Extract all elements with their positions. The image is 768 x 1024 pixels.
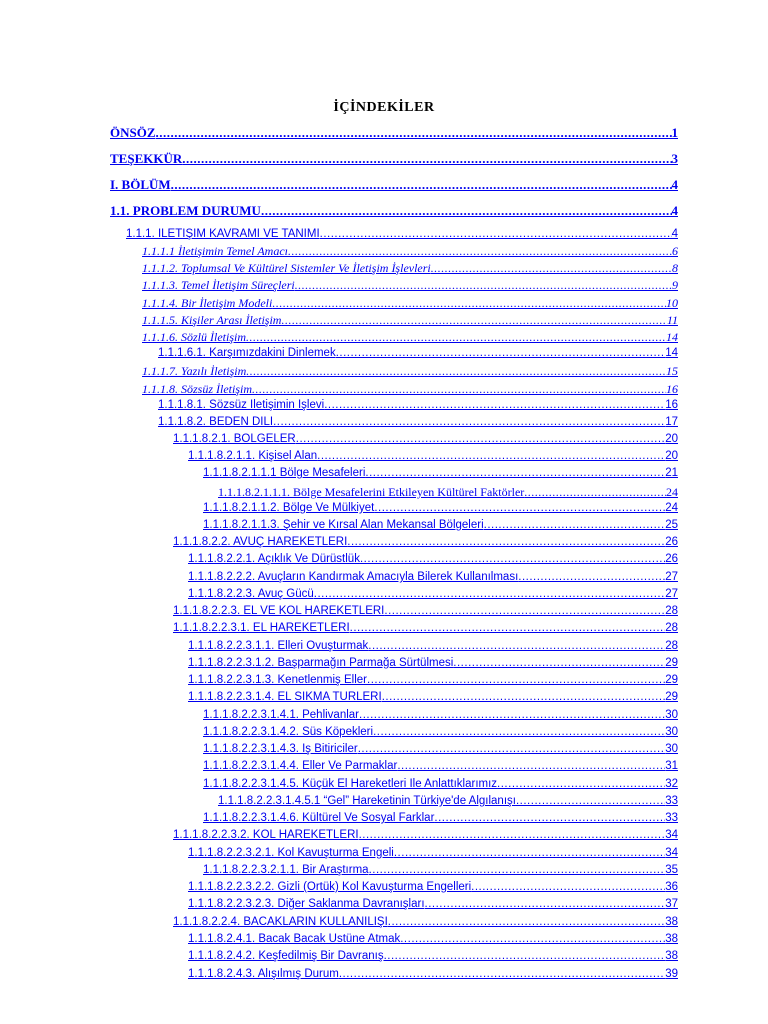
toc-entry-text: 1.1.1.8.2. BEDEN DİLİ	[158, 416, 274, 428]
toc-entry-link[interactable]	[173, 433, 678, 445]
toc-entry-text: 1.1.1.8.2.2.3.1.4.3. İş Bitiriciler	[203, 743, 358, 755]
toc-entry-text: TEŞEKKÜR	[110, 151, 183, 166]
toc-entry-text: 1.1.1.8.2.2.4. BACAKLARIN KULLANILIŞI	[173, 916, 388, 928]
toc-page-number: 37	[665, 898, 678, 910]
dot-leader	[369, 864, 666, 876]
toc-entry-link[interactable]	[173, 622, 678, 634]
dot-leader	[347, 536, 665, 548]
toc-entry-link[interactable]	[203, 502, 678, 514]
dot-leader	[471, 881, 665, 893]
toc-entry-link[interactable]	[188, 657, 678, 669]
toc-entry-text: I. BÖLÜM	[110, 177, 171, 192]
toc-entry-link[interactable]	[110, 125, 678, 141]
toc-entry-link[interactable]	[188, 450, 678, 462]
toc-entry-text: 1.1.1.8.2.2. AVUÇ HAREKETLERİ	[173, 536, 348, 548]
toc-page-number: 8	[672, 261, 678, 275]
toc-page-number: 24	[665, 502, 678, 514]
toc-page-number: 34	[665, 829, 678, 841]
toc-entry-link[interactable]	[188, 933, 678, 945]
toc-entry-text: 1.1.1.8.2.2.3.1.4.5. Küçük El Hareketleri İle Anlattıklarımız	[203, 778, 498, 790]
toc-page-number: 4	[671, 177, 678, 192]
toc-entry-text: 1.1.1.8.2.4.2. Keşfedilmiş Bir Davranış	[188, 950, 384, 962]
dot-leader	[281, 313, 666, 328]
toc-page-number: 14	[665, 347, 678, 359]
toc-page-number: 30	[665, 743, 678, 755]
toc-entry-link[interactable]	[173, 829, 678, 841]
toc-entry-text: 1.1.1.8.2.2.3.1.4.5.1 “Gel” Hareketinin Türkiye'de Algılanışı	[218, 795, 516, 807]
dot-leader	[339, 968, 665, 980]
dot-leader	[359, 709, 665, 721]
dot-leader	[272, 296, 666, 311]
toc-entry-text: 1.1.1.8.2.2.3.2.1. Kol Kavuşturma Engeli	[188, 847, 394, 859]
toc-page-number: 28	[665, 640, 678, 652]
dot-leader	[295, 278, 672, 293]
toc-entry-text: 1.1.1.8. Sözsüz İletişim	[142, 382, 253, 396]
toc-entry-link[interactable]	[158, 416, 678, 428]
dot-leader	[373, 726, 665, 738]
dot-leader	[516, 795, 665, 807]
toc-entry-text: 1.1.1.8.2.2.3.1.4.1. Pehlivanlar	[203, 709, 359, 721]
toc-entry-link[interactable]	[110, 177, 678, 193]
dot-leader	[365, 467, 665, 479]
toc-page-number: 38	[665, 933, 678, 945]
toc-entry-link[interactable]	[203, 760, 678, 772]
toc-page-number: 38	[665, 950, 678, 962]
toc-entry-link[interactable]	[188, 847, 678, 859]
toc-entry-link[interactable]	[218, 485, 678, 500]
toc-page-number: 20	[665, 450, 678, 462]
dot-leader	[394, 847, 665, 859]
dot-leader	[518, 571, 665, 583]
dot-leader	[358, 743, 666, 755]
toc-page-number: 4	[671, 203, 678, 218]
toc-entry-text: 1.1.1.8.2.2.3.2. KOL HAREKETLERİ	[173, 829, 359, 841]
dot-leader	[382, 691, 666, 703]
toc-entry-text: 1.1.1.8.2.2.3.1.3. Kenetlenmiş Eller	[188, 674, 367, 686]
toc-entry-text: 1.1.1.8.2.2.3.1.4.2. Süs Köpekleri	[203, 726, 374, 738]
toc-entry-text: 1.1.1.8.2.2.3. Avuç Gücü	[188, 588, 314, 600]
toc-page-number: 29	[665, 691, 678, 703]
toc-entry-link[interactable]	[218, 795, 678, 807]
toc-page-number: 36	[665, 881, 678, 893]
dot-leader	[384, 950, 666, 962]
dot-leader	[246, 364, 666, 379]
toc-page-number: 30	[665, 726, 678, 738]
toc-entry-link[interactable]	[142, 382, 678, 397]
dot-leader	[171, 177, 672, 193]
toc-entry-text: 1.1.1. İLETİŞİM KAVRAMI VE TANIMI	[126, 228, 320, 240]
toc-entry-text: 1.1.1.6.1. Karşımızdakini Dinlemek	[158, 347, 336, 359]
toc-entry-link[interactable]	[188, 950, 678, 962]
dot-leader	[497, 778, 665, 790]
toc-page-number: 27	[665, 588, 678, 600]
dot-leader	[324, 399, 665, 411]
toc-entry-link[interactable]	[188, 553, 678, 565]
toc-entry-text: 1.1.1.8.2.1.1. Kişisel Alan	[188, 450, 318, 462]
toc-page-number: 11	[666, 313, 678, 327]
toc-page-number: 28	[665, 622, 678, 634]
dot-leader	[388, 916, 665, 928]
dot-leader	[360, 553, 665, 565]
toc-entry-text: 1.1.1.8.2.2.1. Açıklık Ve Dürüstlük	[188, 553, 360, 565]
toc-page-number: 31	[665, 760, 678, 772]
toc-entry-text: 1.1.1.8.1. Sözsüz İletişimin İşlevi	[158, 399, 325, 411]
dot-leader	[336, 347, 666, 359]
dot-leader	[374, 502, 665, 514]
dot-leader	[431, 261, 672, 276]
toc-entry-link[interactable]	[203, 726, 678, 738]
toc-page-number: 39	[665, 968, 678, 980]
toc-entry-link[interactable]	[188, 640, 678, 652]
toc-entry-link[interactable]	[158, 347, 678, 359]
toc-page-number: 29	[665, 657, 678, 669]
toc-entry-link[interactable]	[188, 674, 678, 686]
dot-leader	[425, 898, 666, 910]
toc-entry-text: 1.1.1.8.2.2.3.2.3. Diğer Saklanma Davranışları	[188, 898, 425, 910]
toc-entry-text: 1.1.1.8.2.4.3. Alışılmış Durum	[188, 968, 339, 980]
toc-page-number: 21	[665, 467, 678, 479]
toc-page-number: 34	[665, 847, 678, 859]
toc-entry-text: 1.1.1.4. Bir İletişim Modeli	[142, 296, 273, 310]
toc-page-number: 26	[665, 553, 678, 565]
toc-entry-link[interactable]	[142, 330, 678, 345]
toc-page-number: 30	[665, 709, 678, 721]
toc-entry-text: 1.1. PROBLEM DURUMU	[110, 203, 261, 218]
toc-entry-text: 1.1.1.2. Toplumsal Ve Kültürel Sistemler Ve İletişim İşlevleri	[142, 261, 431, 275]
dot-leader	[288, 244, 672, 259]
toc-entry-link[interactable]	[142, 313, 678, 328]
toc-page-number: 29	[665, 674, 678, 686]
toc-entry-link[interactable]	[158, 399, 678, 411]
toc-entry-text: 1.1.1.8.2.2.3.1.4. EL SIKMA TÜRLERİ	[188, 691, 382, 703]
toc-entry-link[interactable]	[203, 467, 678, 479]
dot-leader	[261, 203, 672, 219]
toc-page-number: 38	[665, 916, 678, 928]
toc-entry-link[interactable]	[203, 812, 678, 824]
toc-entry-text: 1.1.1.8.2.4.1. Bacak Bacak Üstüne Atmak	[188, 933, 401, 945]
toc-entry-text: 1.1.1.8.2.1.1.1. Bölge Mesafelerini Etkileyen Kültürel Faktörler	[218, 485, 525, 499]
toc-entry-link[interactable]	[203, 709, 678, 721]
dot-leader	[273, 416, 665, 428]
toc-entry-text: 1.1.1.8.2.2.3.2.1.1. Bir Araştırma	[203, 864, 369, 876]
toc-page-number: 35	[665, 864, 678, 876]
toc-page-number: 16	[666, 382, 678, 396]
toc-entry-text: 1.1.1.8.2.2.2. Avuçların Kandırmak Amacıyla Bilerek Kullanılması	[188, 571, 519, 583]
toc-entry-link[interactable]	[188, 968, 678, 980]
toc-page-number: 1	[671, 125, 678, 140]
toc-entry-text: 1.1.1.1 İletişimin Temel Amacı	[142, 244, 288, 258]
toc-entry-link[interactable]	[110, 151, 678, 167]
toc-page-number: 26	[665, 536, 678, 548]
toc-entry-link[interactable]	[203, 778, 678, 790]
toc-entry-link[interactable]	[126, 228, 678, 240]
toc-entry-link[interactable]	[142, 261, 678, 276]
dot-leader	[367, 674, 665, 686]
dot-leader	[317, 450, 665, 462]
toc-entry-link[interactable]	[110, 203, 678, 219]
toc-entry-text: 1.1.1.3. Temel İletişim Süreçleri	[142, 278, 295, 292]
toc-entry-link[interactable]	[188, 588, 678, 600]
toc-page-number: 3	[671, 151, 678, 166]
toc-page-number: 33	[665, 795, 678, 807]
dot-leader	[400, 933, 665, 945]
toc-page-number: 27	[665, 571, 678, 583]
dot-leader	[397, 760, 665, 772]
toc-entry-text: 1.1.1.8.2.2.3.2.2. Gizli (Örtük) Kol Kavuşturma Engelleri	[188, 881, 472, 893]
page-title: İÇİNDEKİLER	[333, 100, 435, 115]
toc-page-number: 9	[672, 278, 678, 292]
toc-entry-text: 1.1.1.5. Kişiler Arası İletişim	[142, 313, 282, 327]
toc-entry-link[interactable]	[173, 536, 678, 548]
dot-leader	[156, 125, 672, 141]
toc-entry-link[interactable]	[142, 244, 678, 259]
toc-entry-text: 1.1.1.7. Yazılı İletişim	[142, 364, 247, 378]
dot-leader	[434, 812, 665, 824]
toc-page-number: 17	[665, 416, 678, 428]
toc-entry-link[interactable]	[142, 364, 678, 379]
toc-page-number: 25	[665, 519, 678, 531]
toc-entry-text: 1.1.1.8.2.2.3.1.4.4. Eller Ve Parmaklar	[203, 760, 398, 772]
toc-entry-link[interactable]	[203, 864, 678, 876]
toc-page-number: 14	[666, 330, 678, 344]
toc-page-number: 33	[665, 812, 678, 824]
toc-entry-text: 1.1.1.8.2.2.3. EL VE KOL HAREKETLERİ	[173, 605, 385, 617]
toc-page-number: 28	[665, 605, 678, 617]
dot-leader	[320, 228, 672, 240]
dot-leader	[359, 829, 666, 841]
dot-leader	[252, 382, 666, 397]
toc-entry-link[interactable]	[173, 605, 678, 617]
toc-entry-link[interactable]	[188, 571, 678, 583]
toc-entry-link[interactable]	[142, 296, 678, 311]
toc-entry-link[interactable]	[142, 278, 678, 293]
toc-entry-text: 1.1.1.8.2.1. BÖLGELER	[173, 433, 296, 445]
toc-page-number: 6	[672, 244, 678, 258]
toc-page-number: 4	[671, 228, 678, 240]
toc-page-number: 32	[665, 778, 678, 790]
toc-entry-text: 1.1.1.8.2.1.1.1 Bölge Mesafeleri	[203, 467, 366, 479]
toc-page-number: 10	[666, 296, 678, 310]
toc-entry-link[interactable]	[203, 519, 678, 531]
dot-leader	[524, 485, 666, 500]
toc-page-number: 15	[666, 364, 678, 378]
toc-entry-link[interactable]	[188, 881, 678, 893]
toc-entry-text: ÖNSÖZ	[110, 125, 156, 140]
toc-entry-link[interactable]	[203, 743, 678, 755]
toc-entry-link[interactable]	[188, 898, 678, 910]
toc-page-number: 20	[665, 433, 678, 445]
dot-leader	[350, 622, 666, 634]
toc-entry-text: 1.1.1.8.2.1.1.2. Bölge Ve Mülkiyet	[203, 502, 375, 514]
toc-entry-text: 1.1.1.8.2.2.3.1. EL HAREKETLERİ	[173, 622, 350, 634]
dot-leader	[182, 151, 671, 167]
dot-leader	[484, 519, 666, 531]
toc-entry-text: 1.1.1.6. Sözlü İletişim	[142, 330, 246, 344]
toc-page-number: 24	[666, 485, 678, 499]
dot-leader	[296, 433, 665, 445]
toc-page-number: 16	[665, 399, 678, 411]
toc-entry-link[interactable]	[188, 691, 678, 703]
dot-leader	[246, 330, 666, 345]
dot-leader	[384, 605, 665, 617]
toc-entry-link[interactable]	[173, 916, 678, 928]
toc-entry-text: 1.1.1.8.2.2.3.1.4.6. Kültürel Ve Sosyal Farklar	[203, 812, 435, 824]
dot-leader	[368, 640, 665, 652]
dot-leader	[453, 657, 665, 669]
toc-entry-text: 1.1.1.8.2.1.1.3. Şehir ve Kırsal Alan Mekansal Bölgeleri	[203, 519, 484, 531]
toc-entry-text: 1.1.1.8.2.2.3.1.1. Elleri Ovuşturmak	[188, 640, 369, 652]
dot-leader	[314, 588, 665, 600]
toc-entry-text: 1.1.1.8.2.2.3.1.2. Başparmağın Parmağa Sürtülmesi	[188, 657, 454, 669]
